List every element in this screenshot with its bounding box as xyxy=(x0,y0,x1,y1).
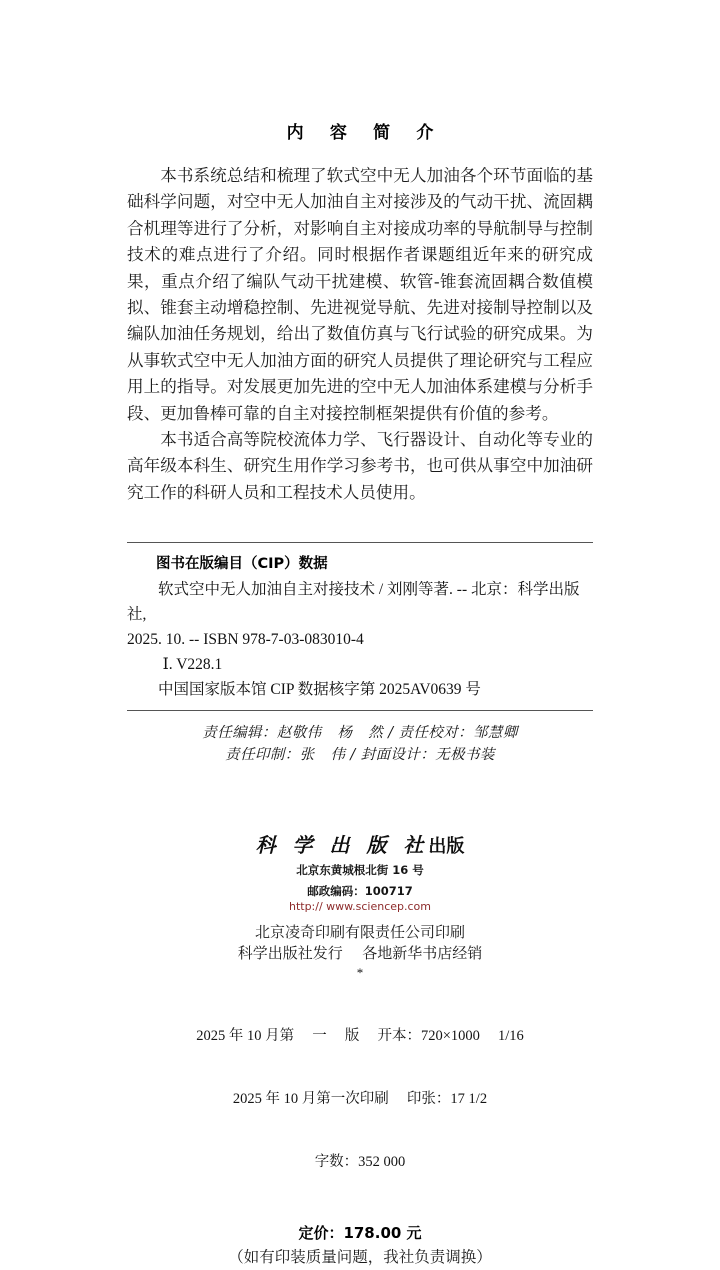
cip-heading: 图书在版编目（CIP）数据 xyxy=(156,556,328,573)
credits-line-editor xyxy=(0,722,720,744)
cover-designer-label: 伟 / 封面设计：无极书装 xyxy=(330,747,495,764)
staff-credits xyxy=(0,722,720,766)
abstract-paragraph-1: 本书系统总结和梳理了软式空中无人加油各个环节面临的基础科学问题，对空中无人加油自主对接涉及的气动干扰、流固耦合机理等进行了分析，对影响自主对接成功率的导航制导与控制技术的难点进行了介绍。同时根据作者课题组近年来的研究成果，重点介绍了编队气动干扰建模、软管-锥套流固耦合数值模拟、锥套主动增稳控制、先进视觉导航、先进对接制导控制以及编队加油任务规划，给出了数值仿真与飞行试验的研究成果。为从事软式空中无人加油方面的研究人员提供了理论研究与工程应用上的指导。对发展更加先进的空中无人加油体系建模与分析手段、更加鲁棒可靠的自主对接控制框架提供有价值的参考。 xyxy=(127,166,593,423)
price-label: 定价：178.00 元 xyxy=(298,1224,422,1243)
cip-data-block xyxy=(127,542,593,711)
printer-name: 北京凌奇印刷有限责任公司印刷 xyxy=(254,925,465,942)
responsible-editor-label: 责任编辑：赵敬伟 xyxy=(202,725,322,742)
page-title: 内 容 简 介 xyxy=(286,123,445,142)
proofreader-label: 然 / 责任校对：邹慧卿 xyxy=(368,725,518,742)
publisher-name: 科 学 出 版 社 xyxy=(255,833,429,858)
cip-entry-line-1: 软式空中无人加油自主对接技术 / 刘刚等著. -- 北京：科学出版社, xyxy=(127,581,580,624)
edition-line-word-count: 字数：352 000 xyxy=(314,1154,406,1171)
printing-info xyxy=(0,923,720,965)
publisher-imprint xyxy=(0,834,720,915)
distribution-line xyxy=(0,944,720,965)
publisher-name-suffix: 出版 xyxy=(428,836,465,858)
cip-archive-number: 中国国家版本馆 CIP 数据核字第 2025AV0639 号 xyxy=(158,681,481,699)
publisher-address: 北京东黄城根北街 16 号 xyxy=(296,863,424,878)
publisher-logo-text xyxy=(0,834,720,857)
quality-exchange-note: （如有印装质量问题，我社负责调换） xyxy=(228,1249,492,1267)
retail-channel: 各地新华书店经销 xyxy=(362,946,483,963)
edition-line-first-printing: 2025 年 10 月第一次印刷 印张：17 1/2 xyxy=(232,1091,488,1108)
editor-name-second: 杨 xyxy=(337,725,353,742)
cip-entry-line-2: 2025. 10. -- ISBN 978-7-03-083010-4 xyxy=(127,631,364,649)
print-supervisor-label: 责任印制：张 xyxy=(225,747,315,764)
abstract-paragraph-2: 本书适合高等院校流体力学、飞行器设计、自动化等专业的高年级本科生、研究生用作学习参考书，也可供从事空中加油研究工作的科研人员和工程技术人员使用。 xyxy=(127,430,593,502)
publisher-website-link[interactable]: http:// www.sciencep.com xyxy=(288,900,432,914)
credits-line-production xyxy=(0,744,720,766)
section-separator-asterisk: * xyxy=(356,965,364,981)
book-copyright-page xyxy=(0,123,720,1267)
edition-details xyxy=(0,984,720,1215)
abstract-block xyxy=(127,163,593,506)
cip-classification-number: Ⅰ. V228.1 xyxy=(162,656,223,674)
distributor-name: 科学出版社发行 xyxy=(237,946,343,963)
publisher-postcode: 邮政编码：100717 xyxy=(307,884,413,899)
edition-line-first-edition: 2025 年 10 月第 一 版 开本：720×1000 1/16 xyxy=(196,1028,524,1045)
